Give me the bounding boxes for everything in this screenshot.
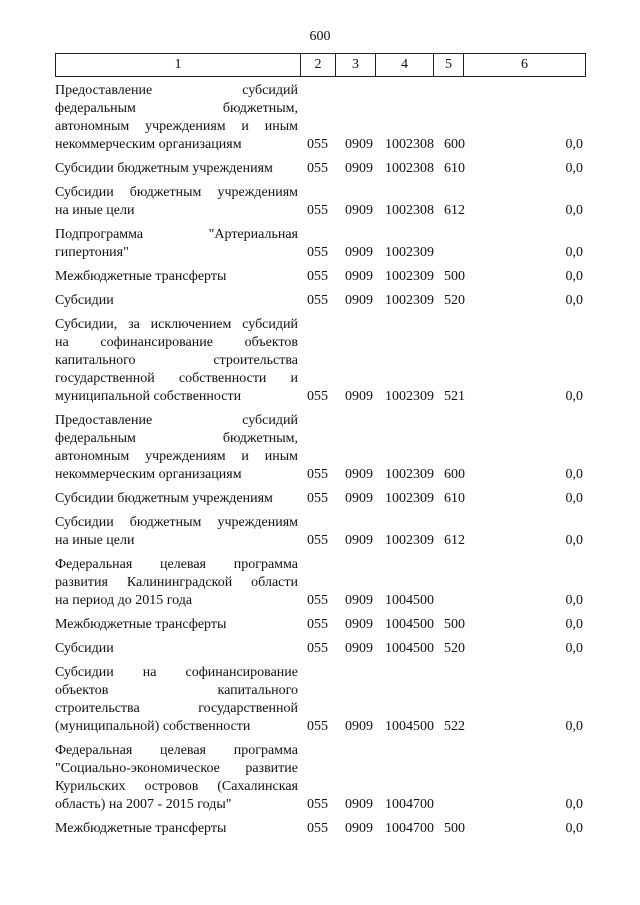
ministry-code: 055 — [307, 617, 328, 632]
ministry-code: 055 — [307, 161, 328, 176]
row-name-line: на софинансирование объектов — [55, 335, 298, 350]
target-article-code: 1004500 — [385, 593, 434, 608]
expense-type-code: 500 — [444, 617, 465, 632]
ministry-code: 055 — [307, 389, 328, 404]
row-name — [55, 82, 298, 154]
row-name — [55, 490, 298, 508]
row-name-line: (муниципальной) собственности — [55, 719, 251, 734]
target-article-code: 1004500 — [385, 641, 434, 656]
section-code: 0909 — [345, 821, 373, 836]
row-name-line: Субсидии — [55, 293, 114, 308]
section-code: 0909 — [345, 719, 373, 734]
row-name-line: Федеральная целевая программа — [55, 743, 298, 758]
target-article-code: 1002309 — [385, 269, 434, 284]
expense-type-code: 610 — [444, 161, 465, 176]
ministry-code: 055 — [307, 593, 328, 608]
expense-type-code: 612 — [444, 533, 465, 548]
expense-type-code: 520 — [444, 293, 465, 308]
row-name-line: Подпрограмма "Артериальная — [55, 227, 298, 242]
expense-type-code: 600 — [444, 467, 465, 482]
ministry-code: 055 — [307, 245, 328, 260]
target-article-code: 1002308 — [385, 203, 434, 218]
amount: 0,0 — [565, 203, 583, 218]
section-code: 0909 — [345, 533, 373, 548]
amount: 0,0 — [565, 593, 583, 608]
ministry-code: 055 — [307, 269, 328, 284]
expense-type-code: 522 — [444, 719, 465, 734]
table-row — [55, 160, 585, 178]
column-header-2: 2 — [301, 54, 336, 77]
target-article-code: 1002309 — [385, 389, 434, 404]
amount: 0,0 — [565, 797, 583, 812]
row-name-line: Предоставление субсидий — [55, 413, 298, 428]
row-name — [55, 268, 298, 286]
expense-type-code: 521 — [444, 389, 465, 404]
table-row — [55, 268, 585, 286]
target-article-code: 1004700 — [385, 821, 434, 836]
row-name — [55, 820, 298, 838]
amount: 0,0 — [565, 719, 583, 734]
section-code: 0909 — [345, 593, 373, 608]
amount: 0,0 — [565, 137, 583, 152]
table-row — [55, 742, 585, 814]
row-name-line: Курильских островов (Сахалинская — [55, 779, 298, 794]
row-name-line: Субсидии бюджетным учреждениям — [55, 185, 298, 200]
ministry-code: 055 — [307, 491, 328, 506]
table-row — [55, 664, 585, 736]
row-name-line: Предоставление субсидий — [55, 83, 298, 98]
amount: 0,0 — [565, 641, 583, 656]
table-row — [55, 316, 585, 406]
amount: 0,0 — [565, 617, 583, 632]
row-name-line: Субсидии бюджетным учреждениям — [55, 515, 298, 530]
table-row — [55, 184, 585, 220]
expense-type-code: 520 — [444, 641, 465, 656]
row-name-line: развития Калининградской области — [55, 575, 298, 590]
row-name-line: Федеральная целевая программа — [55, 557, 298, 572]
amount: 0,0 — [565, 293, 583, 308]
table-row — [55, 640, 585, 658]
row-name — [55, 514, 298, 550]
table-row — [55, 514, 585, 550]
target-article-code: 1002309 — [385, 293, 434, 308]
target-article-code: 1002309 — [385, 491, 434, 506]
row-name — [55, 742, 298, 814]
amount: 0,0 — [565, 245, 583, 260]
row-name-line: гипертония" — [55, 245, 129, 260]
section-code: 0909 — [345, 161, 373, 176]
row-name-line: муниципальной собственности — [55, 389, 242, 404]
column-header-table — [55, 53, 586, 77]
row-name-line: капитального строительства — [55, 353, 298, 368]
row-name-line: федеральным бюджетным, — [55, 431, 298, 446]
ministry-code: 055 — [307, 533, 328, 548]
target-article-code: 1004700 — [385, 797, 434, 812]
row-name-line: на иные цели — [55, 533, 135, 548]
row-name-line: объектов капитального — [55, 683, 298, 698]
row-name — [55, 160, 298, 178]
target-article-code: 1004500 — [385, 617, 434, 632]
row-name-line: Межбюджетные трансферты — [55, 269, 227, 284]
target-article-code: 1002309 — [385, 533, 434, 548]
section-code: 0909 — [345, 269, 373, 284]
ministry-code: 055 — [307, 467, 328, 482]
column-header-3: 3 — [336, 54, 376, 77]
ministry-code: 055 — [307, 797, 328, 812]
table-row — [55, 412, 585, 484]
row-name — [55, 184, 298, 220]
target-article-code: 1002308 — [385, 137, 434, 152]
section-code: 0909 — [345, 617, 373, 632]
row-name-line: на период до 2015 года — [55, 593, 193, 608]
target-article-code: 1004500 — [385, 719, 434, 734]
column-header-4: 4 — [376, 54, 434, 77]
column-header-6: 6 — [464, 54, 586, 77]
amount: 0,0 — [565, 467, 583, 482]
row-name-line: строительства государственной — [55, 701, 298, 716]
row-name-line: на иные цели — [55, 203, 135, 218]
ministry-code: 055 — [307, 719, 328, 734]
table-row — [55, 82, 585, 154]
column-header-1: 1 — [56, 54, 301, 77]
row-name — [55, 316, 298, 406]
section-code: 0909 — [345, 389, 373, 404]
row-name — [55, 664, 298, 736]
column-header-5: 5 — [434, 54, 464, 77]
row-name-line: федеральным бюджетным, — [55, 101, 298, 116]
table-row — [55, 226, 585, 262]
row-name — [55, 412, 298, 484]
section-code: 0909 — [345, 203, 373, 218]
row-name-line: автономным учреждениям и иным — [55, 449, 298, 464]
expense-type-code: 500 — [444, 821, 465, 836]
ministry-code: 055 — [307, 293, 328, 308]
expense-type-code: 610 — [444, 491, 465, 506]
amount: 0,0 — [565, 533, 583, 548]
row-name-line: Субсидии бюджетным учреждениям — [55, 491, 273, 506]
section-code: 0909 — [345, 137, 373, 152]
ministry-code: 055 — [307, 821, 328, 836]
target-article-code: 1002309 — [385, 467, 434, 482]
row-name-line: Субсидии, за исключением субсидий — [55, 317, 298, 332]
amount: 0,0 — [565, 821, 583, 836]
row-name-line: Субсидии — [55, 641, 114, 656]
row-name-line: Субсидии бюджетным учреждениям — [55, 161, 273, 176]
column-header-row — [56, 54, 586, 77]
section-code: 0909 — [345, 293, 373, 308]
row-name — [55, 640, 298, 658]
table-row — [55, 616, 585, 634]
table-row — [55, 820, 585, 838]
page-number: 600 — [309, 29, 331, 44]
table-row — [55, 292, 585, 310]
row-name-line: область) на 2007 - 2015 годы" — [55, 797, 232, 812]
section-code: 0909 — [345, 245, 373, 260]
ministry-code: 055 — [307, 137, 328, 152]
table-row — [55, 556, 585, 610]
amount: 0,0 — [565, 269, 583, 284]
target-article-code: 1002308 — [385, 161, 434, 176]
row-name-line: автономным учреждениям и иным — [55, 119, 298, 134]
row-name — [55, 556, 298, 610]
expense-type-code: 612 — [444, 203, 465, 218]
expense-type-code: 600 — [444, 137, 465, 152]
ministry-code: 055 — [307, 203, 328, 218]
row-name-line: некоммерческим организациям — [55, 137, 242, 152]
row-name — [55, 616, 298, 634]
expense-type-code: 500 — [444, 269, 465, 284]
table-row — [55, 490, 585, 508]
target-article-code: 1002309 — [385, 245, 434, 260]
row-name-line: Межбюджетные трансферты — [55, 617, 227, 632]
amount: 0,0 — [565, 389, 583, 404]
section-code: 0909 — [345, 797, 373, 812]
row-name — [55, 226, 298, 262]
row-name — [55, 292, 298, 310]
amount: 0,0 — [565, 491, 583, 506]
row-name-line: Субсидии на софинансирование — [55, 665, 298, 680]
section-code: 0909 — [345, 641, 373, 656]
row-name-line: некоммерческим организациям — [55, 467, 242, 482]
section-code: 0909 — [345, 467, 373, 482]
amount: 0,0 — [565, 161, 583, 176]
row-name-line: Межбюджетные трансферты — [55, 821, 227, 836]
ministry-code: 055 — [307, 641, 328, 656]
row-name-line: государственной собственности и — [55, 371, 298, 386]
row-name-line: "Социально-экономическое развитие — [55, 761, 298, 776]
section-code: 0909 — [345, 491, 373, 506]
table-body — [55, 82, 585, 844]
